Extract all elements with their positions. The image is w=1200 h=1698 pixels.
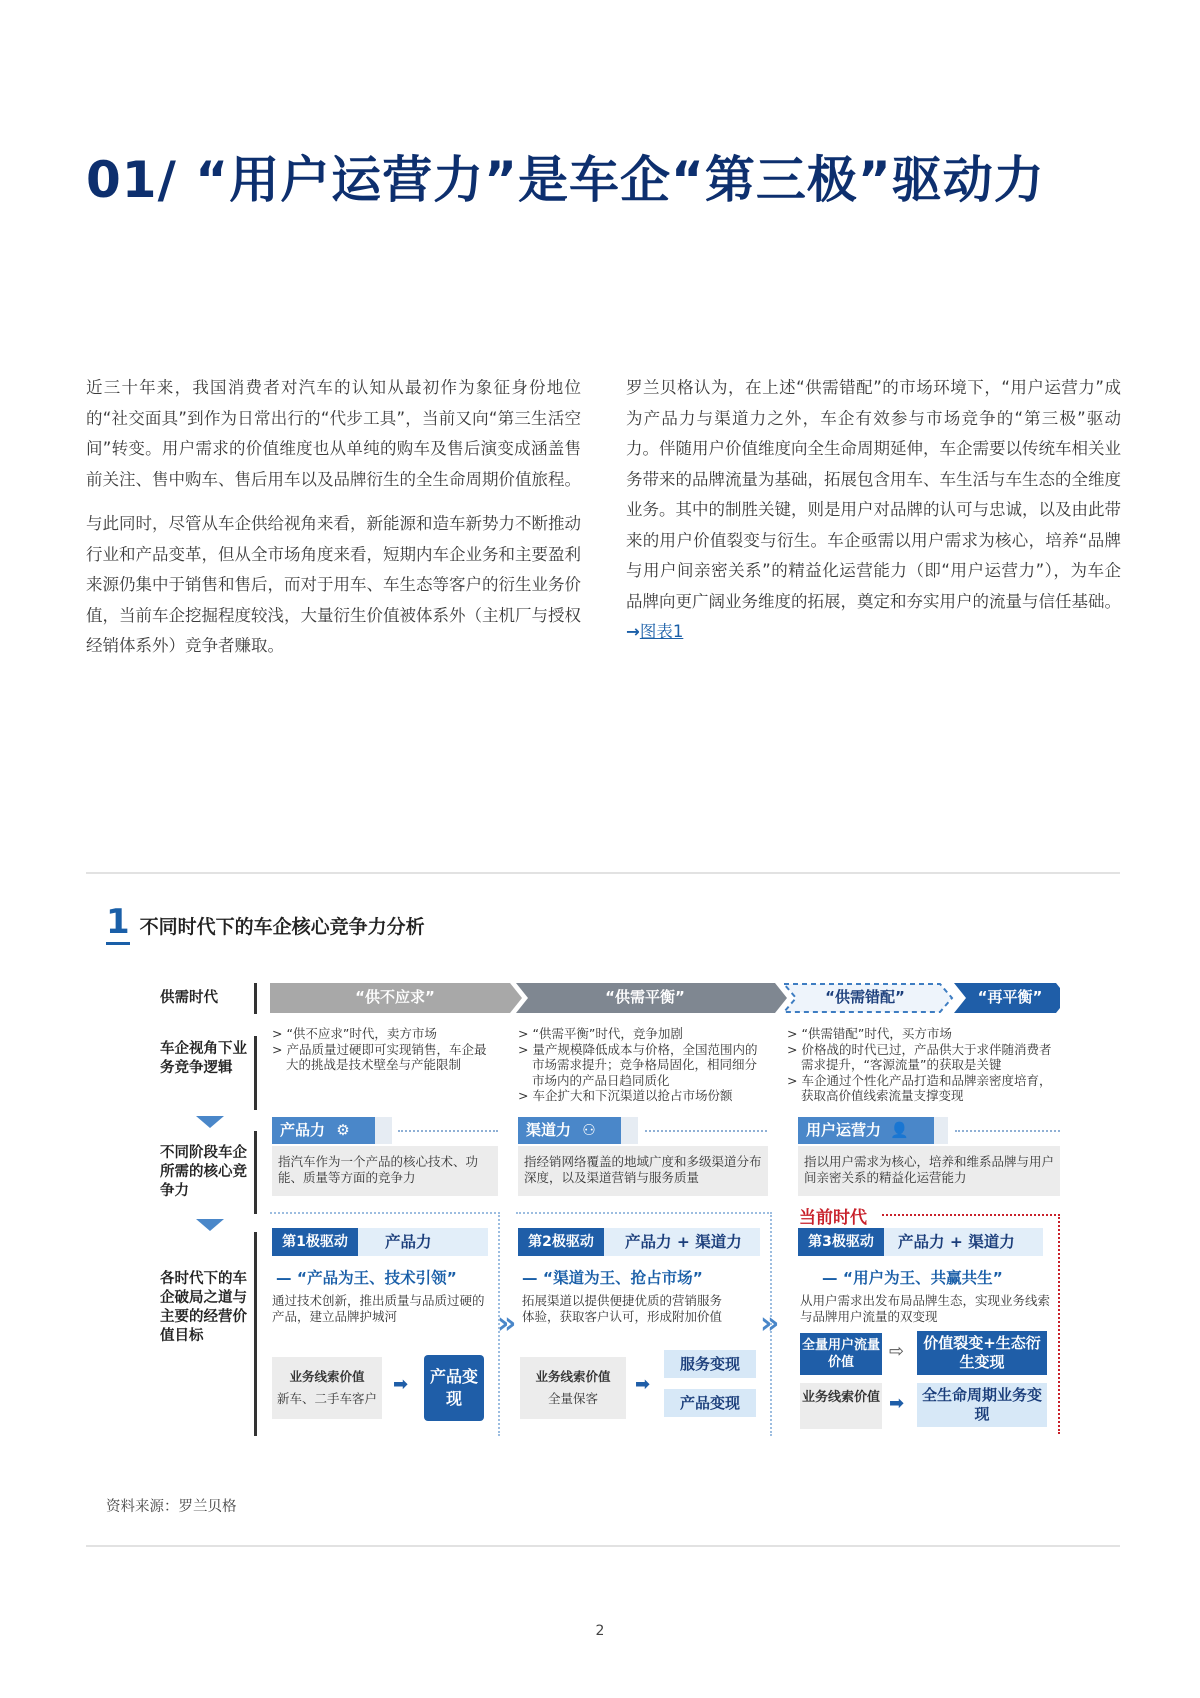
arrow-outline-icon: ⇨ bbox=[889, 1341, 905, 1362]
era-label: “供需平衡” bbox=[605, 988, 685, 1006]
pole-badge: 第3极驱动 bbox=[798, 1228, 884, 1256]
ability-label: 产品力 ⚙ bbox=[272, 1117, 375, 1144]
chevron-down-icon bbox=[196, 1116, 224, 1128]
ability-desc: 指以用户需求为核心，培养和维系品牌与用户间亲密关系的精益化运营能力 bbox=[798, 1146, 1060, 1196]
pole-slogan: — “渠道为王、抢占市场” bbox=[522, 1269, 703, 1287]
bullet: > 车企扩大和下沉渠道以抢占市场份额 bbox=[518, 1088, 733, 1103]
ability-desc: 指经销网络覆盖的地域广度和多级渠道分布深度，以及渠道营销与服务质量 bbox=[518, 1146, 768, 1196]
result-box: 产品变现 bbox=[424, 1355, 484, 1421]
dotted-connector bbox=[1058, 1214, 1060, 1434]
paragraph: 与此同时，尽管从车企供给视角来看，新能源和造车新势力不断推动行业和产品变革，但从全市场角度来看，短期内车企业务和主要盈利来源仍集中于销售和售后，而对于用车、车生态等客户的衍生业务价值，当前车企挖掘程度较浅，大量衍生价值被体系外（主机厂与授权经销体系外）竞争者赚取。 bbox=[86, 514, 581, 655]
chevron-right-icon: » bbox=[497, 1306, 517, 1341]
arrow-right-icon: ➡ bbox=[635, 1374, 651, 1395]
body-left-column bbox=[86, 373, 581, 676]
pole-badge: 第2极驱动 bbox=[518, 1228, 604, 1256]
ability-label: 用户运营力 👤 bbox=[798, 1117, 934, 1144]
figure-title bbox=[106, 902, 425, 942]
ability-label: 渠道力 ⚇ bbox=[518, 1117, 621, 1144]
bullet: > 价格战的时代已过，产品供大于求伴随消费者需求提升，“客源流量”的获取是关键 bbox=[787, 1041, 1052, 1072]
dotted-connector bbox=[882, 1214, 1060, 1216]
figure-title-text: 不同时代下的车企核心竞争力分析 bbox=[139, 916, 425, 938]
era-label: “供需错配” bbox=[825, 988, 905, 1006]
pole-power: 产品力 bbox=[385, 1233, 432, 1251]
page-number: 2 bbox=[595, 1623, 605, 1639]
dotted-connector bbox=[398, 1130, 498, 1132]
divider bbox=[86, 1545, 1120, 1547]
pole-badge: 第1极驱动 bbox=[272, 1228, 358, 1256]
bullet: > 车企通过个性化产品打造和品牌亲密度培育，获取高价值线索流量支撑变现 bbox=[787, 1072, 1052, 1103]
bullet: > “供需错配”时代，买方市场 bbox=[787, 1026, 952, 1041]
bullet: > “供不应求”时代，卖方市场 bbox=[272, 1026, 437, 1041]
paragraph: 近三十年来，我国消费者对汽车的认知从最初作为象征身份地位的“社交面具”到作为日常出行的“代步工具”，当前又向“第三生活空间”转变。用户需求的价值维度也从单纯的购车及售后演变成涵盖售前关注、售中购车、售后用车以及品牌衍生的全生命周期价值旅程。 bbox=[86, 378, 581, 489]
bullet: > 量产规模降低成本与价格，全国范围内的市场需求提升；竞争格局固化，相同细分市场内的产品日趋同质化 bbox=[518, 1041, 758, 1088]
pole-power: 产品力 + 渠道力 bbox=[898, 1233, 1015, 1251]
era-label: “供不应求” bbox=[355, 988, 435, 1006]
value-label: 业务线索价值 bbox=[289, 1369, 365, 1384]
result-box: 产品变现 bbox=[664, 1389, 756, 1417]
lifecycle-box: 全生命周期业务变现 bbox=[917, 1383, 1047, 1427]
paragraph-text: 罗兰贝格认为，在上述“供需错配”的市场环境下，“用户运营力”成为产品力与渠道力之外，车企有效参与市场竞争的“第三极”驱动力。伴随用户价值维度向全生命周期延伸，车企需要以传统车相关业务带来的品牌流量为基础，拓展包含用车、车生活与车生态的全维度业务。其中的制胜关键，则是用户对品牌的认可与忠诚，以及由此带来的用户价值裂变与衍生。车企亟需以用户需求为核心，培养“品牌与用户间亲密关系”的精益化运营能力（即“用户运营力”），为车企品牌向更广阔业务维度的拓展，奠定和夯实用户的流量与信任基础。 bbox=[626, 378, 1121, 611]
value-box bbox=[272, 1357, 382, 1419]
bullet: > 产品质量过硬即可实现销售，车企最大的挑战是技术壁垒与产能限制 bbox=[272, 1041, 487, 1072]
value-label: 业务线索价值 bbox=[535, 1369, 611, 1384]
value-sub: 新车、二手车客户 bbox=[276, 1391, 377, 1406]
era-bullets-1 bbox=[272, 1026, 497, 1073]
arrow-right-icon: ➡ bbox=[889, 1393, 905, 1414]
value-box bbox=[520, 1357, 626, 1419]
row-label-era: 供需时代 bbox=[160, 990, 218, 1006]
pole-desc: 从用户需求出发布局品牌生态，实现业务线索与品牌用户流量的双变现 bbox=[800, 1293, 1051, 1324]
pole-power: 产品力 + 渠道力 bbox=[625, 1233, 742, 1251]
network-icon: ⚇ bbox=[582, 1121, 596, 1139]
figure-number: 1 bbox=[106, 902, 130, 945]
lead-value-box: 业务线索价值 bbox=[800, 1383, 882, 1429]
arrow-right-icon: → bbox=[626, 622, 640, 641]
era-label: “再平衡” bbox=[977, 988, 1043, 1006]
pole-desc: 拓展渠道以提供便捷优质的营销服务体验，获取客户认可，形成附加价值 bbox=[522, 1293, 723, 1324]
result-box: 服务变现 bbox=[664, 1350, 756, 1378]
dotted-connector bbox=[645, 1130, 767, 1132]
era-bullets-3 bbox=[787, 1026, 1059, 1104]
arrow-right-icon: ➡ bbox=[393, 1374, 409, 1395]
ability-desc: 指汽车作为一个产品的核心技术、功能、质量等方面的竞争力 bbox=[272, 1146, 498, 1196]
body-right-column bbox=[626, 373, 1121, 662]
user-add-icon: 👤 bbox=[890, 1121, 909, 1139]
pole-desc: 通过技术创新，推出质量与品质过硬的产品，建立品牌护城河 bbox=[272, 1293, 485, 1324]
chevron-right-icon: » bbox=[760, 1306, 780, 1341]
row-label-competency: 不同阶段车企所需的核心竞争力 bbox=[160, 1145, 247, 1199]
source-note: 资料来源：罗兰贝格 bbox=[106, 1499, 237, 1515]
pole-slogan: — “产品为王、技术引领” bbox=[276, 1269, 457, 1287]
era-bullets-2 bbox=[518, 1026, 768, 1104]
page-title: 01/ “用户运营力”是车企“第三极”驱动力 bbox=[86, 151, 1045, 209]
chart-link[interactable]: 图表1 bbox=[639, 622, 684, 641]
paragraph bbox=[626, 373, 1121, 648]
gear-icon: ⚙ bbox=[336, 1121, 350, 1139]
pole-slogan: — “用户为王、共赢共生” bbox=[822, 1269, 1003, 1287]
dotted-connector bbox=[955, 1130, 1060, 1132]
split-value-box: 价值裂变+生态衍生变现 bbox=[917, 1331, 1047, 1375]
bullet: > “供需平衡”时代，竞争加剧 bbox=[518, 1026, 683, 1041]
row-label-logic: 车企视角下业务竞争逻辑 bbox=[160, 1041, 247, 1076]
chevron-down-icon bbox=[196, 1219, 224, 1231]
row-label-strategy: 各时代下的车企破局之道与主要的经营价值目标 bbox=[160, 1271, 247, 1344]
user-value-box: 全量用户流量价值 bbox=[800, 1333, 882, 1375]
divider bbox=[86, 872, 1120, 874]
value-sub: 全量保客 bbox=[547, 1391, 598, 1406]
current-era-label: 当前时代 bbox=[799, 1208, 867, 1228]
